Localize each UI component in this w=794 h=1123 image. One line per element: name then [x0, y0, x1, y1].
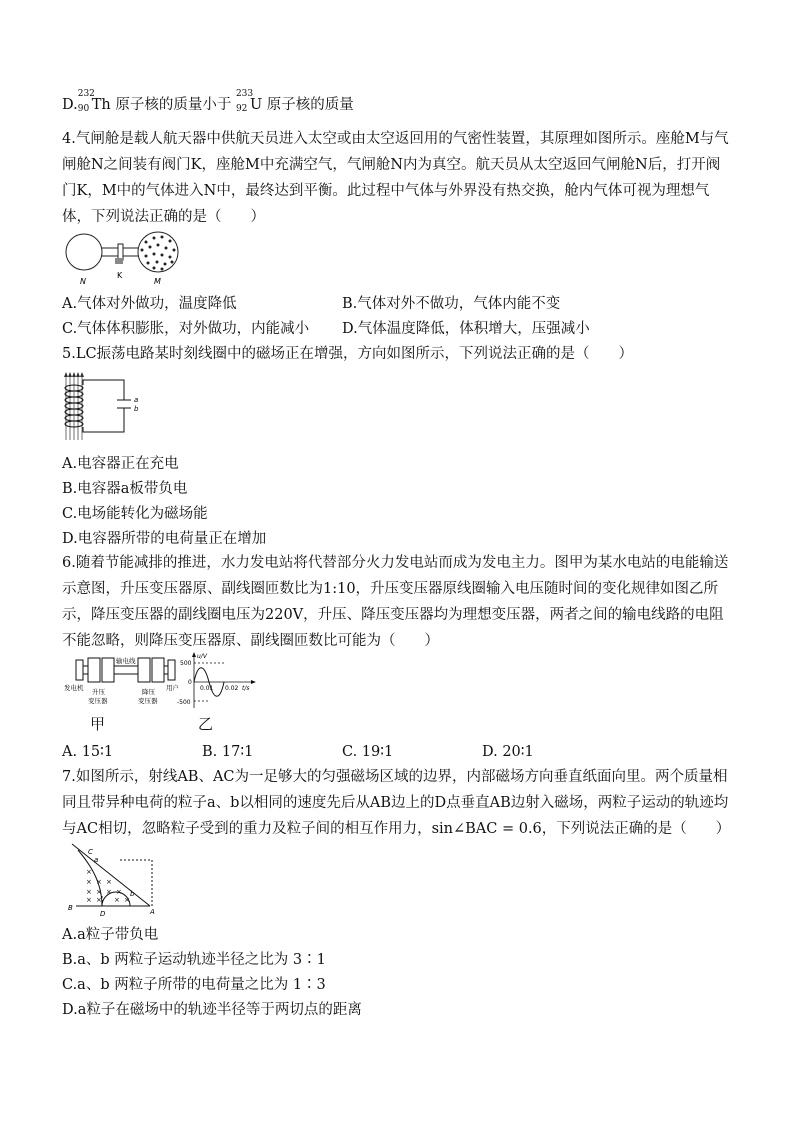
label-point-b: B: [68, 904, 73, 912]
field-lines: [66, 374, 82, 440]
label-step-up-2: 变压器: [88, 697, 108, 705]
caption-yi: 乙: [198, 715, 214, 733]
q7-option-b: B.a、b 两粒子运动轨迹半径之比为 3∶1: [62, 952, 326, 968]
label-m: M: [154, 277, 161, 286]
q4-option-c: C.气体体积膨胀，对外做功，内能减小: [62, 321, 310, 337]
air-molecules: [141, 236, 176, 271]
q4-option-b: B.气体对外不做功，气体内能不变: [342, 296, 561, 312]
label-user: 用户: [166, 684, 179, 692]
label-b: b: [134, 405, 139, 413]
y-arrow: [192, 652, 196, 657]
y-min-label: -500: [177, 699, 191, 706]
svg-text:×: ×: [106, 888, 112, 896]
q5-stem: 5.LC振荡电路某时刻线圈中的磁场正在增强，方向如图所示，下列说法正确的是（ ）: [62, 346, 634, 362]
q4-option-d: D.气体温度降低，体积增大，压强减小: [342, 321, 590, 337]
svg-text:×: ×: [86, 896, 92, 904]
chamber-n: [66, 234, 102, 270]
svg-text:×: ×: [96, 888, 102, 896]
svg-text:×: ×: [86, 868, 92, 876]
field-arrows: [64, 372, 84, 377]
caption-jia: 甲: [90, 715, 106, 733]
boundaries: [72, 844, 152, 906]
label-k: K: [117, 271, 123, 280]
label-a: a: [134, 396, 139, 404]
field-crosses: [86, 868, 130, 904]
axes: [194, 654, 254, 708]
circuit-wire: [83, 380, 131, 432]
label-step-down-1: 降压: [142, 688, 155, 696]
label-step-up-1: 升压: [92, 688, 105, 696]
label-c: C: [88, 848, 93, 856]
q6-option-d: D. 20∶1: [482, 744, 534, 760]
q6-option-c: C. 19∶1: [342, 744, 394, 760]
x-axis-label: t/s: [242, 685, 250, 692]
q4-option-a: A.气体对外做功，温度降低: [62, 296, 237, 312]
q6-stem: 6.随着节能减排的推进，水力发电站将代替部分火力发电站而成为发电主力。图甲为某水电站的电能输送示意图，升压变压器原、副线圈匝数比为1:10，升压变压器原线圈输入电压随时间的变化规律如图乙所示，降压变压器的副线圈电压为220V，升压、降压变压器均为理想变压器，两者之间的输电线路的电阻不能忽略，则降压变压器原、副线圈匝数比可能为（ ）: [62, 555, 729, 649]
y-max-label: 500: [180, 660, 192, 667]
y-zero-label: 0: [188, 679, 192, 686]
q3-option-d: D. 232 90 Th 原子核的质量小于 233 92 U 原子核的质量: [62, 89, 354, 114]
airlock-figure: [62, 228, 192, 290]
svg-text:×: ×: [96, 896, 102, 904]
label-a-particle: a: [94, 856, 99, 864]
label-b-particle: b: [130, 890, 135, 898]
svg-text:×: ×: [86, 878, 92, 886]
valve-base: [115, 258, 123, 264]
q5-option-b: B.电容器a板带负电: [62, 481, 188, 497]
q5-option-d: D.电容器所带的电荷量正在增加: [62, 531, 267, 547]
q7-stem: 7.如图所示，射线AB、AC为一足够大的匀强磁场区域的边界，内部磁场方向垂直纸面向里。两个质量相同且带异种电荷的粒子a、b以相同的速度先后从AB边上的D点垂直AB边射入磁场，两粒子运动的轨迹均与AC相切，忽略粒子受到的重力及粒子间的相互作用力，sin∠BAC = 0.6，下列说法正确的是（ ）: [62, 769, 731, 837]
q6-option-a: A. 15∶1: [62, 744, 114, 760]
q5-option-a: A.电容器正在充电: [62, 456, 179, 472]
svg-text:×: ×: [116, 888, 122, 896]
q7-option-a: A.a粒子带负电: [62, 927, 159, 943]
nuclide-u: 233 92 U: [235, 89, 263, 114]
svg-text:×: ×: [106, 878, 112, 886]
label-generator: 发电机: [64, 684, 84, 692]
tick-t2: 0.02: [225, 685, 239, 692]
q6-option-b: B. 17∶1: [202, 744, 254, 760]
q7-option-d: D.a粒子在磁场中的轨迹半径等于两切点的距离: [62, 1002, 362, 1018]
x-arrow: [251, 680, 256, 684]
tick-t1: 0.01: [200, 685, 214, 692]
label-line: 输电线: [116, 657, 136, 665]
svg-text:×: ×: [114, 896, 120, 904]
label-n: N: [80, 277, 86, 286]
chamber-m: [138, 232, 178, 272]
svg-text:×: ×: [86, 888, 92, 896]
voltage-graph-figure: [177, 650, 260, 712]
label-step-down-2: 变压器: [138, 697, 158, 705]
q4-stem: 4.气闸舱是载人航天器中供航天员进入太空或由太空返回用的气密性装置，其原理如图所示。座舱M与气闸舱N之间装有阀门K，座舱M中充满空气，气闸舱N内为真空。航天员从太空返回气闸舱N后，打开阀门K，M中的气体进入N中，最终达到平衡。此过程中气体与外界没有热交换，舱内气体可视为理想气体，下列说法正确的是（ ）: [62, 131, 729, 225]
lc-circuit-figure: [62, 370, 152, 442]
label-point-d: D: [100, 910, 106, 918]
valve-k: [118, 244, 123, 260]
svg-text:×: ×: [124, 896, 130, 904]
svg-text:×: ×: [96, 878, 102, 886]
q7-option-c: C.a、b 两粒子所带的电荷量之比为 1∶3: [62, 977, 326, 993]
power-transmission-figure: [62, 654, 182, 710]
label-point-a: A: [150, 908, 155, 916]
magnetic-field-figure: [64, 838, 160, 918]
q5-option-c: C.电场能转化为磁场能: [62, 506, 208, 522]
nuclide-th: 232 90 Th: [77, 89, 111, 114]
y-axis-label: u/V: [197, 653, 207, 660]
